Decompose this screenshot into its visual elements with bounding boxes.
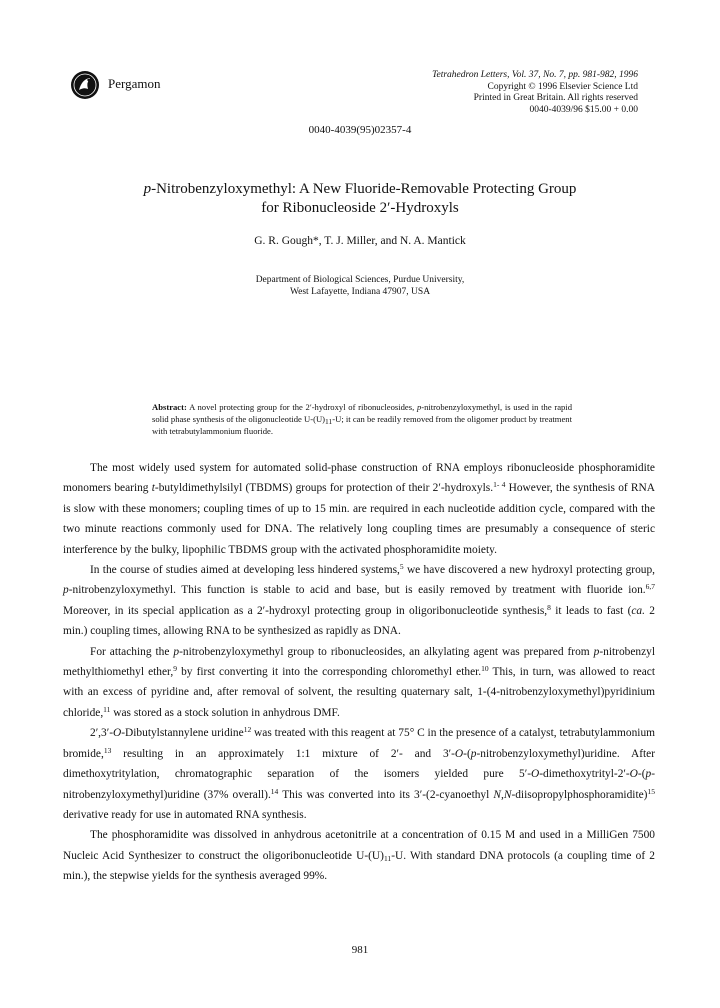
affiliation-line-1: Department of Biological Sciences, Purdue University,	[255, 275, 465, 285]
copyright-line: Copyright © 1996 Elsevier Science Ltd	[487, 81, 638, 92]
paragraph-1: The most widely used system for automated solid-phase construction of RNA employs ribonucleoside phosphoramidite monomers bearing t-butyldimethylsilyl (TBDMS) groups for protection of their 2′-hydroxyls.$^{1- 4}$ However, the synthesis of RNA is slow with these monomers; coupling times of up to 15 min. are required in each nucleotide addition cycle, compared with the two minute reactions commonly used for DNA. The relatively long coupling times are presumably a consequence of steric interference by the bulky, lipophilic TBDMS group with the activated phosphoramidite moiety.	[63, 462, 655, 556]
page-number: 981	[351, 944, 369, 956]
paper-title	[60, 180, 660, 218]
abstract: Abstract: A novel protecting group for the 2′-hydroxyl of ribonucleosides, p-nitrobenzyloxymethyl, is used in the rapid solid phase synthesis of the oligonucleotide $U-(U)_{11}-U$; it can be readily removed from the oligomer product by treatment with tetrabutylammonium fluoride.	[152, 402, 572, 436]
journal-citation: Tetrahedron Letters, Vol. 37, No. 7, pp. 981-982, 1996	[432, 70, 638, 80]
title-line-1: p-Nitrobenzyloxymethyl: A New Fluoride-Removable Protecting Group	[143, 181, 577, 197]
paragraph-5: The phosphoramidite was dissolved in anhydrous acetonitrile at a concentration of 0.15 M and used in a MilliGen 7500 Nucleic Acid Synthesizer to construct the oligoribonucleotide $U-(U)_{11}-U$. With standard DNA protocols (a coupling time of 2 min.), the stepwise yields for the synthesis averaged 99%.	[63, 829, 656, 883]
author-list: G. R. Gough*, T. J. Miller, and N. A. Mantick	[254, 235, 466, 247]
abstract-label: Abstract:	[152, 402, 187, 412]
paragraph-3: For attaching the p-nitrobenzyloxymethyl group to ribonucleosides, an alkylating agent was prepared from p-nitrobenzyl methylthiomethyl ether,$^9$ by first converting it into the corresponding chloromethyl ether.$^{10}$ This, in turn, was allowed to react with an excess of pyridine and, after removal of solvent, the resulting quaternary salt, 1-(4-nitrobenzyloxymethyl)pyridinium chloride,$^{11}$ was stored as a stock solution in anhydrous DMF.	[63, 645, 656, 719]
journal-info	[432, 70, 638, 116]
price-line: 0040-4039/96 $15.00 + 0.00	[529, 104, 638, 115]
affiliation	[0, 275, 720, 298]
doi-code: 0040-4039(95)02357-4	[308, 124, 412, 136]
paragraph-2: In the course of studies aimed at developing less hindered systems,$^5$ we have discovered a new hydroxyl protecting group, p-nitrobenzyloxymethyl. This function is stable to acid and base, but is easily removed by treatment with fluoride ion.$^{6,7}$ Moreover, in its special application as a 2′-hydroxyl protecting group in oligoribonucleotide synthesis,$^8$ it leads to fast (ca. 2 min.) coupling times, allowing RNA to be synthesized as rapidly as DNA.	[63, 562, 656, 638]
body-text	[63, 458, 655, 887]
rights-line: Printed in Great Britain. All rights reserved	[473, 93, 638, 103]
paragraph-4: 2′,3′-O-Dibutylstannylene uridine$^{12}$ was treated with this reagent at 75° C in the presence of a catalyst, tetrabutylammonium bromide,$^{13}$ resulting in an approximately 1:1 mixture of 2′- and 3′-O-(p-nitrobenzyloxymethyl)uridine. After dimethoxytritylation, chromatographic separation of the isomers yielded pure 5′-O-dimethoxytrityl-2′-O-(p-nitrobenzyloxymethyl)uridine (37% overall).$^{14}$ This was converted into its 3′-(2-cyanoethyl N,N-diisopropylphosphoramidite)$^{15}$ derivative ready for use in automated RNA synthesis.	[63, 725, 656, 821]
title-line-2: for Ribonucleoside 2′-Hydroxyls	[261, 200, 459, 216]
pergamon-logo-icon	[70, 70, 100, 100]
publisher-name: Pergamon	[108, 76, 161, 91]
affiliation-line-2: West Lafayette, Indiana 47907, USA	[289, 286, 431, 297]
